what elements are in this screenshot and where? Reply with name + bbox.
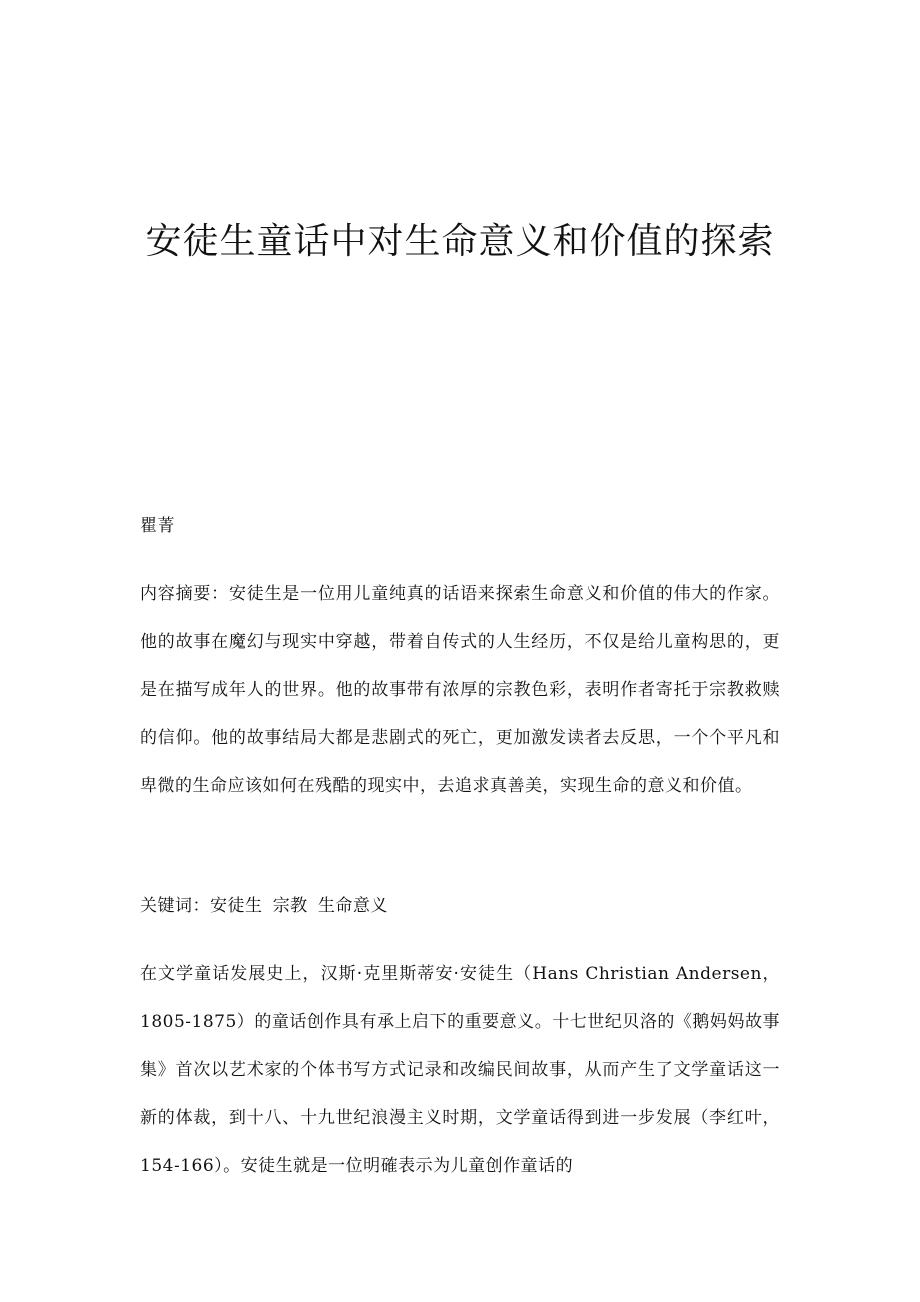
body-paragraph [140,950,780,1190]
document-title: 安徒生童话中对生命意义和价值的探索 [145,221,775,262]
author-name: 瞿菁 [140,516,175,536]
keywords-line [140,882,780,930]
abstract-text: 安徒生是一位用儿童纯真的话语来探索生命意义和价值的伟大的作家。他的故事在魔幻与现实中穿越，带着自传式的人生经历，不仅是给儿童构思的，更是在描写成年人的世界。他的故事带有浓厚的宗教色彩，表明作者寄托于宗教救赎的信仰。他的故事结局大都是悲剧式的死亡，更加激发读者去反思，一个个平凡和卑微的生命应该如何在残酷的现实中，去追求真善美，实现生命的意义和价值。 [140,584,781,796]
body-paragraph-text: 在文学童话发展史上，汉斯·克里斯蒂安·安徒生（Hans Christian Andersen，1805-1875）的童话创作具有承上启下的重要意义。十七世纪贝洛的《鹅妈妈故事集》首次以艺术家的个体书写方式记录和改编民间故事，从而产生了文学童话这一新的体裁，到十八、十九世纪浪漫主义时期，文学童话得到进一步发展（李红叶，154-166）。安徒生就是一位明確表示为儿童创作童话的 [140,964,780,1176]
abstract-label: 内容摘要： [140,584,229,604]
keywords-label: 关键词： [140,896,210,916]
keyword: 生命意义 [317,896,388,916]
keyword: 安徒生 [210,896,263,916]
keyword: 宗教 [272,896,308,916]
abstract-paragraph [140,570,780,810]
